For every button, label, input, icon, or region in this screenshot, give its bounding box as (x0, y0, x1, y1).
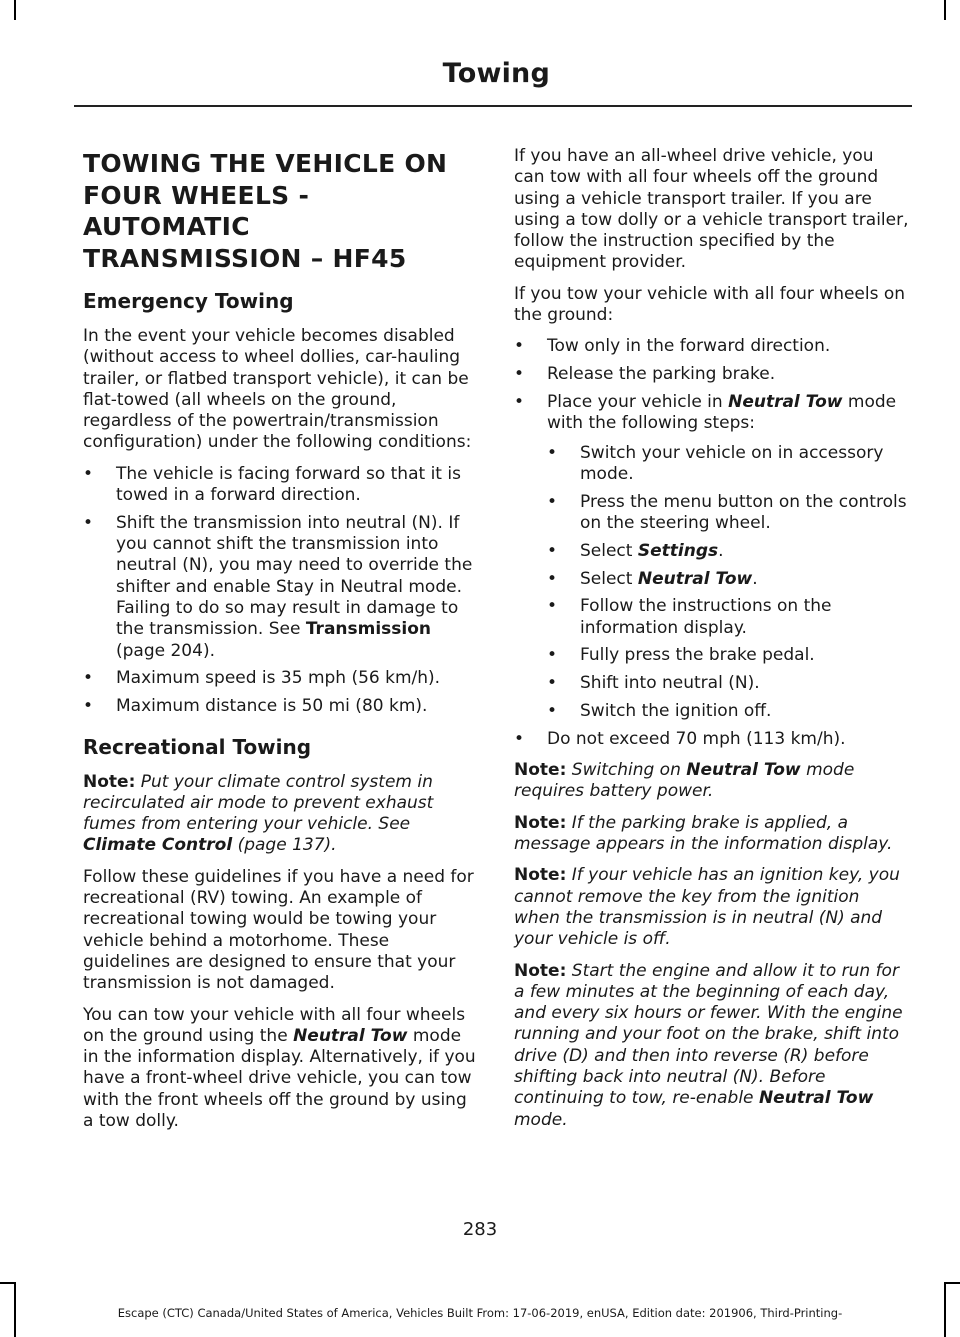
transmission-link[interactable]: Transmission (305, 619, 432, 640)
note-engine-run: Note: Start the engine and allow it to run for a few minutes at the beginning of each day, and every six hours or fewer. With the engine running and your foot on the brake, shift into drive (D) and then into reverse (R) before shifting back into neutral (N). Before continuing to tow, re-enable Neutral Tow mode. (514, 960, 903, 1130)
emergency-conditions-list (83, 464, 478, 718)
list-item: • Release the parking brake. (514, 364, 909, 385)
section-title-line-1: TOWING THE VEHICLE ON (83, 149, 448, 178)
page-number: 283 (462, 1219, 498, 1240)
footer-edition-info: Escape (CTC) Canada/United States of America, Vehicles Built From: 17-06-2019, enUSA, Edition date: 201906, Third-Printing- (117, 1306, 843, 1320)
recreational-towing-heading: Recreational Towing (83, 734, 312, 759)
page-header-title: Towing (442, 58, 550, 89)
list-item: • Maximum speed is 35 mph (56 km/h). (83, 668, 478, 689)
four-wheels-list (514, 336, 909, 750)
list-item: • Switch your vehicle on in accessory mode. (547, 443, 909, 486)
list-item: • Switch the ignition off. (547, 701, 909, 722)
list-item: • Shift the transmission into neutral (N). If you cannot shift the transmission into neutral (N), you may need to override the shifter and enable Stay in Neutral mode. Failing to do so may result in damage to the transmission. See Transmission (page 204). (83, 513, 478, 662)
list-item: • Select Neutral Tow. (547, 569, 909, 590)
section-title-line-2: FOUR WHEELS - AUTOMATIC (83, 180, 310, 241)
list-item: • Select Settings. (547, 541, 909, 562)
recreational-paragraph-1: Follow these guidelines if you have a need for recreational (RV) towing. An example of recreational towing would be towing your vehicle behind a motorhome. These guidelines are designed to ensure that your transmission is not damaged. (83, 866, 474, 994)
header-divider (74, 105, 912, 107)
list-item: • Follow the instructions on the information display. (547, 596, 909, 639)
crop-mark-top-left (14, 0, 16, 20)
left-column (83, 148, 478, 1142)
section-title-line-3: TRANSMISSION – HF45 (83, 243, 407, 273)
neutral-tow-steps (547, 443, 909, 723)
list-item: • Fully press the brake pedal. (547, 645, 909, 666)
emergency-towing-intro: In the event your vehicle becomes disabled (without access to wheel dollies, car-hauling trailer, or flatbed transport vehicle), it can be flat-towed (all wheels on the ground, regardless of the powertrain/transmission configuration) under the following conditions: (83, 326, 472, 453)
four-wheels-intro: If you tow your vehicle with all four wheels on the ground: (514, 283, 906, 326)
list-item: • The vehicle is facing forward so that it is towed in a forward direction. (83, 464, 478, 507)
climate-control-link[interactable]: Climate Control (83, 835, 233, 856)
awd-paragraph: If you have an all-wheel drive vehicle, you can tow with all four wheels off the ground using a vehicle transport trailer. If you are using a tow dolly or a vehicle transport trailer, follow the instruction specified by the equipment provider. (514, 146, 909, 273)
list-item: • Press the menu button on the controls on the steering wheel. (547, 492, 909, 535)
list-item: • Tow only in the forward direction. (514, 336, 909, 357)
note-ignition-key: Note: If your vehicle has an ignition key, you cannot remove the key from the ignition when the transmission is in neutral (N) and your vehicle is off. (514, 865, 900, 950)
recreational-paragraph-2: You can tow your vehicle with all four wheels on the ground using the Neutral Tow mode in the information display. Alternatively, if you have a front-wheel drive vehicle, you can tow with the front wheels off the ground by using a tow dolly. (83, 1004, 476, 1131)
list-item: • Shift into neutral (N). (547, 673, 909, 694)
section-title (83, 148, 478, 274)
list-item: • Maximum distance is 50 mi (80 km). (83, 696, 478, 717)
recreational-note: Note: Put your climate control system in recirculated air mode to prevent exhaust fumes from entering your vehicle. See Climate Control (page 137). (83, 771, 434, 856)
crop-mark-bottom-left-h (0, 1282, 16, 1284)
list-item: • Place your vehicle in Neutral Tow mode with the following steps: • Switch your vehicle on in accessory mode. • Press the menu button on the controls on the steering wheel. • Select Settings. • Select Neutral Tow. • Follow the instructions on the information display. • Fully press the brake pedal. • Shift into neutral (N). • Switch the ignition off. (514, 392, 909, 722)
right-column (514, 146, 909, 1141)
crop-mark-bottom-right-h (944, 1282, 960, 1284)
crop-mark-top-right (944, 0, 946, 20)
list-item: • Do not exceed 70 mph (113 km/h). (514, 729, 909, 750)
note-parking-brake: Note: If the parking brake is applied, a message appears in the information display. (514, 812, 893, 855)
emergency-towing-heading: Emergency Towing (83, 289, 294, 313)
note-battery: Note: Switching on Neutral Tow mode requires battery power. (514, 760, 855, 802)
